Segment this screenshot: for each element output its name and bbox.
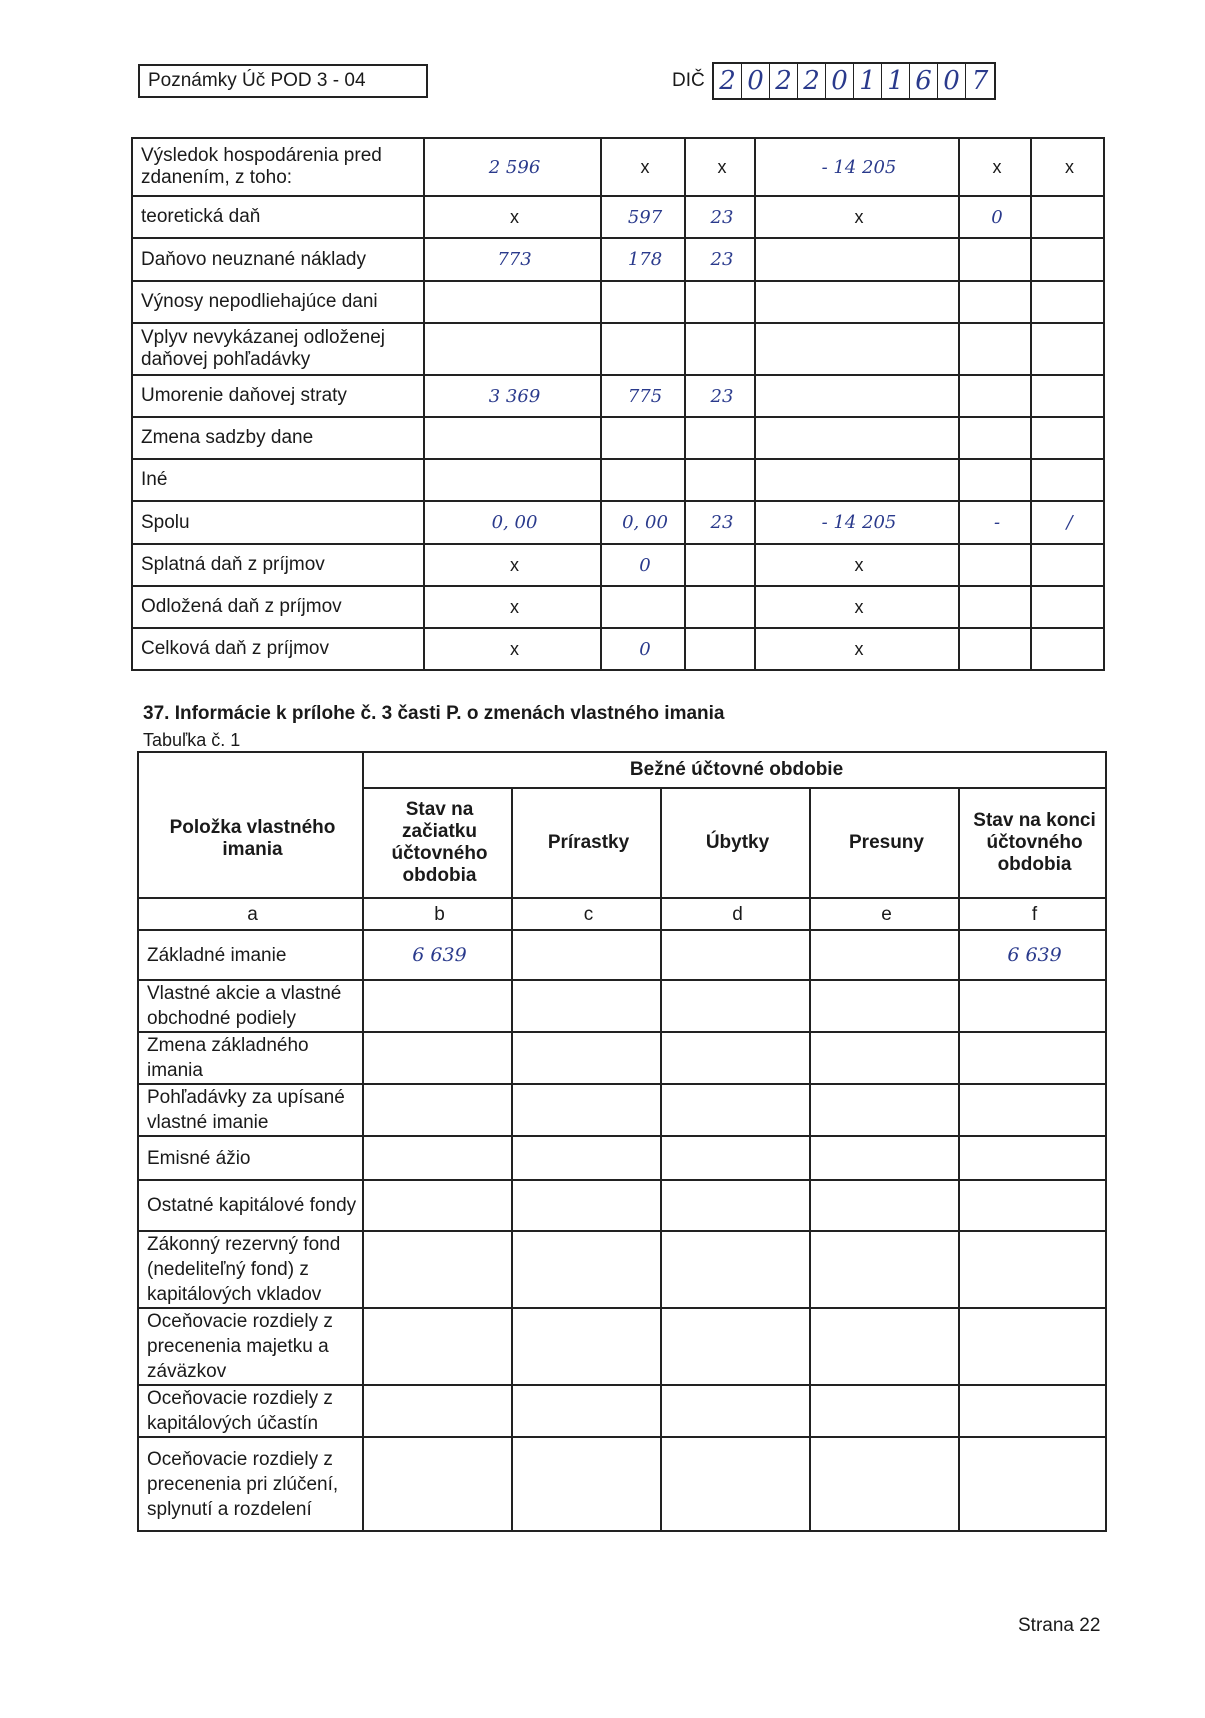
value-cell xyxy=(661,930,810,980)
row-label: Oceňovacie rozdiely z precenenia majetku a záväzkov xyxy=(138,1308,363,1385)
value-cell xyxy=(810,1084,959,1136)
value-cell xyxy=(512,1032,661,1084)
value-cell xyxy=(601,586,685,628)
value-cell xyxy=(959,417,1031,459)
value-cell xyxy=(959,1180,1106,1231)
row-label: Daňovo neuznané náklady xyxy=(132,238,424,281)
tax-row xyxy=(132,459,1104,501)
row-label: Základné imanie xyxy=(138,930,363,980)
value-cell xyxy=(959,1032,1106,1084)
value-cell: 775 xyxy=(601,375,685,417)
value-cell xyxy=(512,1437,661,1531)
row-label: teoretická daň xyxy=(132,196,424,238)
row-label: Pohľadávky za upísané vlastné imanie xyxy=(138,1084,363,1136)
value-cell xyxy=(685,459,755,501)
value-cell xyxy=(685,544,755,586)
row-label: Zmena základného imania xyxy=(138,1032,363,1084)
value-cell xyxy=(363,1308,512,1385)
value-cell xyxy=(810,1136,959,1180)
value-cell: x xyxy=(755,544,959,586)
dic-digit: 2 xyxy=(770,64,798,98)
row-label: Celková daň z príjmov xyxy=(132,628,424,670)
value-cell xyxy=(959,980,1106,1032)
value-cell xyxy=(661,1385,810,1437)
tax-row xyxy=(132,196,1104,238)
value-cell xyxy=(512,1136,661,1180)
value-cell xyxy=(959,1231,1106,1308)
col-header-end: Stav na konci účtovného obdobia xyxy=(959,788,1106,898)
row-label: Odložená daň z príjmov xyxy=(132,586,424,628)
dic-digit: 1 xyxy=(854,64,882,98)
equity-row xyxy=(138,1136,1106,1180)
value-cell: 23 xyxy=(685,196,755,238)
dic-digit: 2 xyxy=(798,64,826,98)
value-cell xyxy=(755,323,959,375)
value-cell xyxy=(810,1180,959,1231)
value-cell: x xyxy=(755,628,959,670)
value-cell xyxy=(959,544,1031,586)
row-label: Výsledok hospodárenia pred zdanením, z toho: xyxy=(132,138,424,196)
value-cell: 0, 00 xyxy=(601,501,685,544)
value-cell: x xyxy=(601,138,685,196)
tax-row xyxy=(132,586,1104,628)
value-cell: x xyxy=(755,196,959,238)
value-cell xyxy=(959,281,1031,323)
col-letter: d xyxy=(661,898,810,930)
value-cell xyxy=(1031,586,1104,628)
value-cell: / xyxy=(1031,501,1104,544)
value-cell: - 14 205 xyxy=(755,138,959,196)
value-cell xyxy=(661,1231,810,1308)
value-cell xyxy=(661,1084,810,1136)
row-label: Oceňovacie rozdiely z kapitálových účastín xyxy=(138,1385,363,1437)
row-label: Výnosy nepodliehajúce dani xyxy=(132,281,424,323)
value-cell xyxy=(601,417,685,459)
value-cell xyxy=(424,459,601,501)
value-cell xyxy=(1031,375,1104,417)
value-cell: 2 596 xyxy=(424,138,601,196)
value-cell xyxy=(601,459,685,501)
value-cell xyxy=(810,980,959,1032)
group-header: Bežné účtovné obdobie xyxy=(363,752,1106,788)
equity-row xyxy=(138,1231,1106,1308)
col-header-start: Stav na začiatku účtovného obdobia xyxy=(363,788,512,898)
value-cell: 6 639 xyxy=(363,930,512,980)
tax-reconciliation-table xyxy=(131,137,1105,671)
equity-changes-table xyxy=(137,751,1107,1532)
value-cell xyxy=(601,281,685,323)
value-cell xyxy=(685,323,755,375)
tax-row xyxy=(132,375,1104,417)
value-cell xyxy=(755,375,959,417)
value-cell xyxy=(1031,281,1104,323)
value-cell: x xyxy=(424,544,601,586)
value-cell xyxy=(685,417,755,459)
equity-row xyxy=(138,980,1106,1032)
equity-row xyxy=(138,1084,1106,1136)
value-cell xyxy=(959,586,1031,628)
tax-row xyxy=(132,238,1104,281)
value-cell xyxy=(512,1308,661,1385)
dic-digit: 0 xyxy=(826,64,854,98)
dic-boxes xyxy=(712,62,996,100)
value-cell: 0 xyxy=(959,196,1031,238)
page-number: Strana 22 xyxy=(1018,1615,1101,1636)
value-cell xyxy=(1031,196,1104,238)
equity-row xyxy=(138,1032,1106,1084)
tax-row xyxy=(132,138,1104,196)
value-cell xyxy=(755,281,959,323)
value-cell: x xyxy=(959,138,1031,196)
row-label: Vlastné akcie a vlastné obchodné podiely xyxy=(138,980,363,1032)
value-cell xyxy=(1031,323,1104,375)
value-cell xyxy=(959,238,1031,281)
value-cell xyxy=(755,417,959,459)
value-cell xyxy=(363,1084,512,1136)
row-label: Emisné ážio xyxy=(138,1136,363,1180)
value-cell xyxy=(1031,459,1104,501)
dic-digit: 1 xyxy=(882,64,910,98)
value-cell xyxy=(810,1231,959,1308)
value-cell xyxy=(363,980,512,1032)
value-cell xyxy=(959,459,1031,501)
col-header-transfers: Presuny xyxy=(810,788,959,898)
value-cell xyxy=(685,586,755,628)
value-cell xyxy=(959,1385,1106,1437)
col-header-reductions: Úbytky xyxy=(661,788,810,898)
dic-digit: 0 xyxy=(938,64,966,98)
value-cell xyxy=(810,1308,959,1385)
row-label: Zmena sadzby dane xyxy=(132,417,424,459)
value-cell xyxy=(959,375,1031,417)
value-cell xyxy=(685,628,755,670)
table-caption: Tabuľka č. 1 xyxy=(143,730,241,750)
row-label: Oceňovacie rozdiely z precenenia pri zlúčení, splynutí a rozdelení xyxy=(138,1437,363,1531)
value-cell xyxy=(1031,544,1104,586)
value-cell: 178 xyxy=(601,238,685,281)
col-header-additions: Prírastky xyxy=(512,788,661,898)
value-cell xyxy=(512,1231,661,1308)
value-cell xyxy=(959,1437,1106,1531)
value-cell: - xyxy=(959,501,1031,544)
tax-row xyxy=(132,281,1104,323)
row-label: Splatná daň z príjmov xyxy=(132,544,424,586)
dic-digit: 7 xyxy=(971,66,989,96)
section-title: 37. Informácie k prílohe č. 3 časti P. o zmenách vlastného imania xyxy=(143,703,725,724)
value-cell: 0 xyxy=(601,544,685,586)
value-cell: x xyxy=(424,196,601,238)
value-cell xyxy=(512,930,661,980)
value-cell xyxy=(810,1437,959,1531)
value-cell xyxy=(755,238,959,281)
value-cell xyxy=(424,323,601,375)
tax-row xyxy=(132,323,1104,375)
value-cell xyxy=(363,1180,512,1231)
value-cell xyxy=(363,1136,512,1180)
value-cell xyxy=(1031,238,1104,281)
tax-row xyxy=(132,501,1104,544)
value-cell: x xyxy=(685,138,755,196)
value-cell xyxy=(363,1437,512,1531)
value-cell xyxy=(810,1032,959,1084)
equity-row xyxy=(138,1308,1106,1385)
value-cell xyxy=(661,1136,810,1180)
row-label: Umorenie daňovej straty xyxy=(132,375,424,417)
value-cell xyxy=(959,1308,1106,1385)
col-letter: e xyxy=(810,898,959,930)
equity-row xyxy=(138,1385,1106,1437)
col-letter: c xyxy=(512,898,661,930)
value-cell: 0, 00 xyxy=(424,501,601,544)
value-cell xyxy=(512,1084,661,1136)
value-cell xyxy=(424,417,601,459)
value-cell xyxy=(1031,628,1104,670)
dic-digit: 2 xyxy=(714,64,742,98)
value-cell xyxy=(363,1231,512,1308)
value-cell: 23 xyxy=(685,501,755,544)
col-letter: a xyxy=(138,898,363,930)
value-cell xyxy=(685,281,755,323)
value-cell: x xyxy=(755,586,959,628)
value-cell: 773 xyxy=(424,238,601,281)
row-label: Zákonný rezervný fond (nedeliteľný fond) z kapitálových vkladov xyxy=(138,1231,363,1308)
value-cell xyxy=(661,1437,810,1531)
value-cell xyxy=(755,459,959,501)
value-cell xyxy=(810,1385,959,1437)
value-cell: 597 xyxy=(601,196,685,238)
equity-row xyxy=(138,1437,1106,1531)
value-cell: x xyxy=(424,628,601,670)
value-cell: - 14 205 xyxy=(755,501,959,544)
value-cell xyxy=(810,930,959,980)
value-cell xyxy=(363,1385,512,1437)
dic-digit: 0 xyxy=(742,64,770,98)
row-label: Iné xyxy=(132,459,424,501)
value-cell xyxy=(424,281,601,323)
row-label: Spolu xyxy=(132,501,424,544)
value-cell: 6 639 xyxy=(959,930,1106,980)
col-letter: b xyxy=(363,898,512,930)
value-cell xyxy=(512,980,661,1032)
value-cell: 3 369 xyxy=(424,375,601,417)
value-cell: x xyxy=(1031,138,1104,196)
value-cell xyxy=(661,980,810,1032)
value-cell: 23 xyxy=(685,238,755,281)
value-cell: 0 xyxy=(601,628,685,670)
value-cell xyxy=(363,1032,512,1084)
value-cell xyxy=(661,1308,810,1385)
equity-row xyxy=(138,930,1106,980)
form-label: Poznámky Úč POD 3 - 04 xyxy=(138,64,428,98)
col-header-item: Položka vlastného imania xyxy=(138,752,363,898)
value-cell xyxy=(512,1180,661,1231)
value-cell xyxy=(661,1180,810,1231)
row-label: Vplyv nevykázanej odloženej daňovej pohľadávky xyxy=(132,323,424,375)
value-cell xyxy=(661,1032,810,1084)
value-cell xyxy=(959,1136,1106,1180)
value-cell xyxy=(1031,417,1104,459)
value-cell xyxy=(959,1084,1106,1136)
value-cell xyxy=(601,323,685,375)
dic-label: DIČ xyxy=(672,70,705,91)
value-cell: x xyxy=(424,586,601,628)
value-cell: 23 xyxy=(685,375,755,417)
col-letter: f xyxy=(959,898,1106,930)
tax-row xyxy=(132,417,1104,459)
dic-digit: 6 xyxy=(910,64,938,98)
value-cell xyxy=(959,628,1031,670)
row-label: Ostatné kapitálové fondy xyxy=(138,1180,363,1231)
equity-row xyxy=(138,1180,1106,1231)
value-cell xyxy=(512,1385,661,1437)
value-cell xyxy=(959,323,1031,375)
tax-row xyxy=(132,544,1104,586)
tax-row xyxy=(132,628,1104,670)
